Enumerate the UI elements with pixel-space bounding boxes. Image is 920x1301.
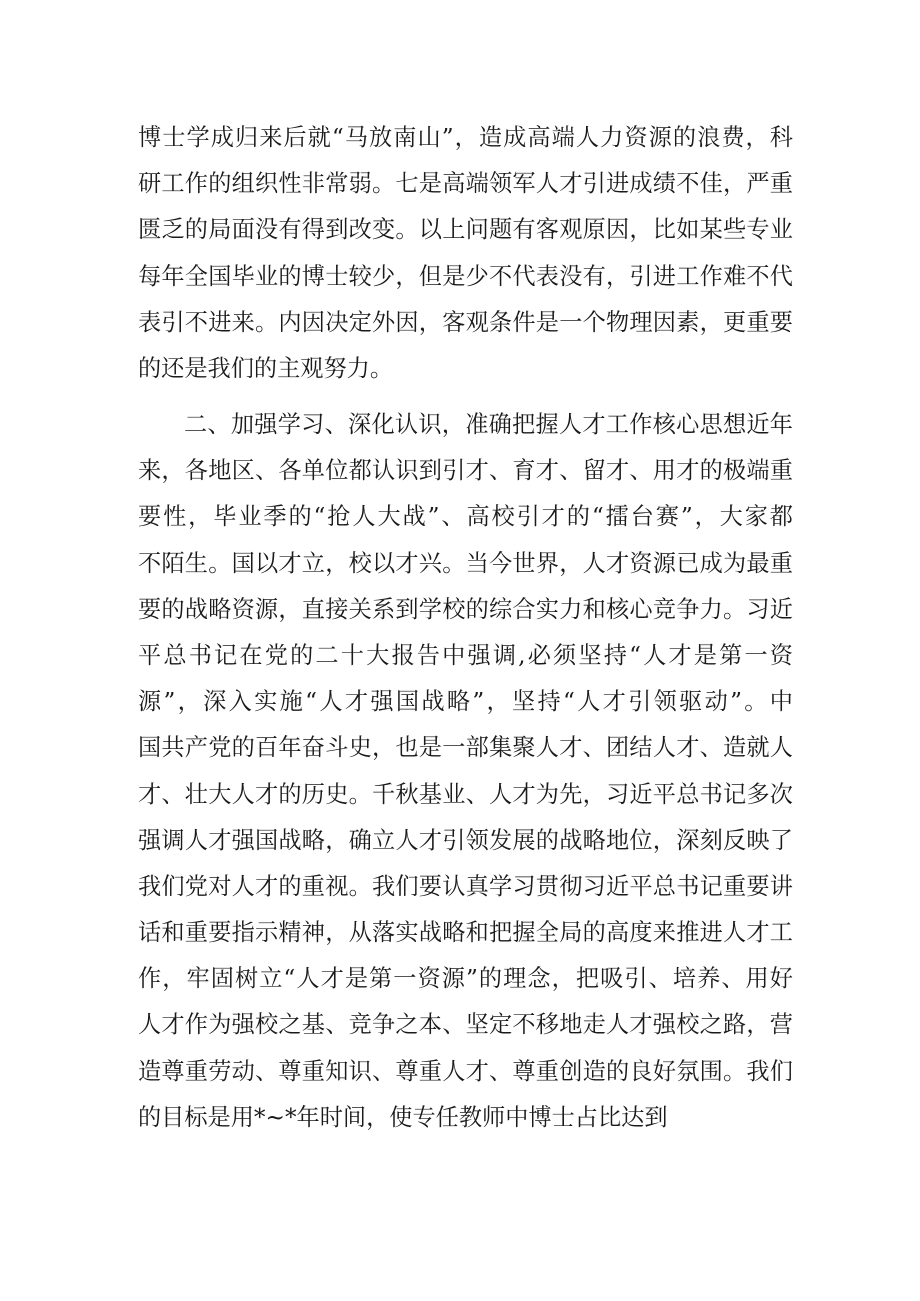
text-line: 的目标是用*~*年时间，使专任教师中博士占比达到 (138, 1103, 668, 1131)
text-line: 我们党对人才的重视。我们要认真学习贯彻习近平总书记重要讲 (138, 872, 793, 900)
text-line: 才、壮大人才的历史。千秋基业、人才为先，习近平总书记多次 (138, 780, 793, 808)
text-line: 匮乏的局面没有得到改变。以上问题有客观原因，比如某些专业 (138, 216, 793, 244)
text-line: 博士学成归来后就“马放南山”，造成高端人力资源的浪费，科 (138, 124, 793, 151)
text-line: 不陌生。国以才立，校以才兴。当今世界，人才资源已成为最重 (138, 549, 793, 577)
text-line: 每年全国毕业的博士较少，但是少不代表没有，引进工作难不代 (138, 262, 793, 290)
text-line: 二、加强学习、深化认识，准确把握人才工作核心思想近年 (184, 411, 793, 438)
text-line: 平总书记在党的二十大报告中强调,必须坚持“人才是第一资 (138, 641, 793, 669)
text-line: 话和重要指示精神，从落实战略和把握全局的高度来推进人才工 (138, 919, 793, 947)
text-line: 表引不进来。内因决定外因，客观条件是一个物理因素，更重要 (138, 308, 793, 336)
text-line: 源”，深入实施“人才强国战略”，坚持“人才引领驱动”。中 (138, 688, 793, 716)
text-line: 国共产党的百年奋斗史，也是一部集聚人才、团结人才、造就人 (138, 734, 793, 762)
text-line: 造尊重劳动、尊重知识、尊重人才、尊重创造的良好氛围。我们 (138, 1057, 793, 1085)
text-line: 研工作的组织性非常弱。七是高端领军人才引进成绩不佳，严重 (138, 170, 793, 198)
text-line: 要的战略资源，直接关系到学校的综合实力和核心竞争力。习近 (138, 595, 793, 623)
text-line: 人才作为强校之基、竞争之本、坚定不移地走人才强校之路，营 (138, 1011, 793, 1039)
text-line: 来，各地区、各单位都认识到引才、育才、留才、用才的极端重 (138, 457, 793, 485)
text-line: 作，牢固树立“人才是第一资源”的理念，把吸引、培养、用好 (138, 965, 793, 993)
paragraph-1 (138, 115, 793, 392)
text-line: 的还是我们的主观努力。 (138, 354, 394, 382)
text-line: 要性，毕业季的“抢人大战”、高校引才的“擂台赛”，大家都 (138, 503, 793, 531)
text-line: 强调人才强国战略，确立人才引领发展的战略地位，深刻反映了 (138, 826, 793, 854)
paragraph-2 (138, 402, 793, 1141)
